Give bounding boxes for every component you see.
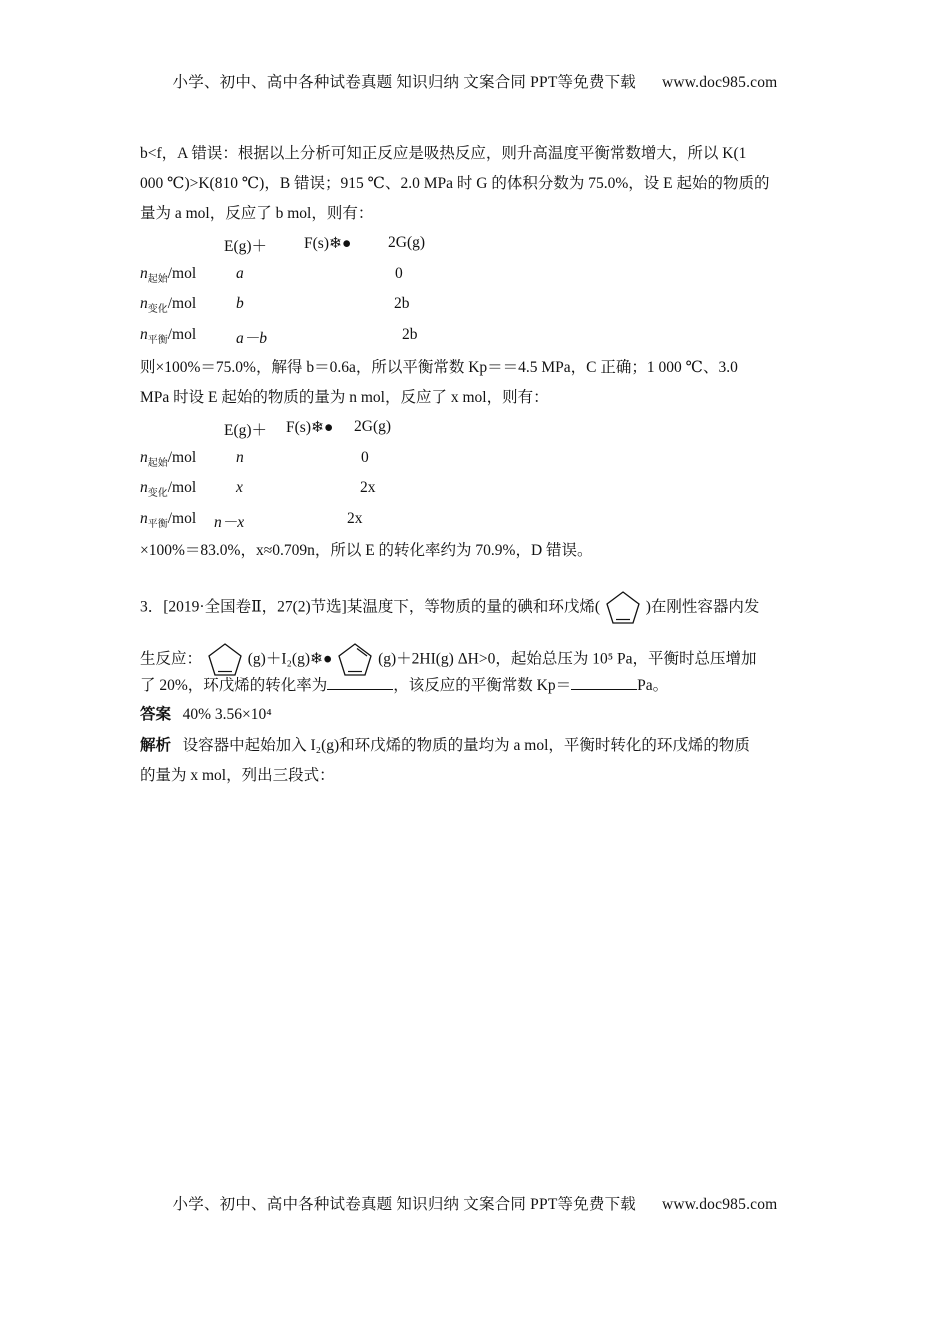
row-unit: /mol xyxy=(167,510,197,527)
q3-line1 xyxy=(140,590,759,614)
q3-line3 xyxy=(140,674,668,698)
q3-line3-start: 了 20%，环戊烯的转化率为 xyxy=(140,677,328,694)
answer-blank-1[interactable] xyxy=(327,675,393,690)
row-label: n xyxy=(140,449,148,466)
para2-line1: 则×100%＝75.0%，解得 b＝0.6a，所以平衡常数 Kp＝＝4.5 MPa，C 正确；1 000 ℃、3.0 xyxy=(140,359,738,376)
row-unit: /mol xyxy=(167,326,197,343)
row-sub: 起始 xyxy=(147,274,168,286)
para2-line2: MPa 时设 E 起始的物质的量为 n mol，反应了 x mol，则有： xyxy=(140,389,549,406)
footer-url[interactable]: www.doc985.com xyxy=(661,1196,778,1213)
footer-text: 小学、初中、高中各种试卷真题 知识归纳 文案合同 PPT等免费下载 xyxy=(172,1196,636,1213)
para3-line: ×100%＝83.0%，x≈0.709n，所以 E 的转化率约为 70.9%，D 错误。 xyxy=(140,542,593,559)
para1-line3: 量为 a mol，反应了 b mol，则有： xyxy=(140,205,374,222)
row-cell-g: 2x xyxy=(347,510,363,527)
row-label: n xyxy=(140,479,148,496)
q3-line2-start: 生反应： xyxy=(140,650,203,668)
page-footer xyxy=(0,1192,950,1214)
row-label: n xyxy=(140,265,148,282)
answer-text: 40% 3.56×10⁴ xyxy=(182,706,272,723)
answer-label: 答案 xyxy=(140,706,172,723)
row-unit: /mol xyxy=(167,295,197,312)
table1-reactant-e: E(g)＋ xyxy=(224,238,268,255)
analysis-text-1: 设容器中起始加入 I₂(g)和环戊烯的物质的量均为 a mol，平衡时转化的环戊烯的物质 xyxy=(182,737,750,754)
header-url[interactable]: www.doc985.com xyxy=(661,74,778,91)
row-sub: 平衡 xyxy=(147,519,168,531)
row-cell-e: a－b xyxy=(236,330,268,347)
row-unit: /mol xyxy=(167,479,197,496)
row-sub: 平衡 xyxy=(147,335,168,347)
row-label: n xyxy=(140,326,148,343)
q3-line2 xyxy=(140,642,757,666)
row-cell-g: 0 xyxy=(361,449,369,466)
q3-line2-end: (g)＋2HI(g) ΔH>0，起始总压为 10⁵ Pa，平衡时总压增加 xyxy=(378,650,757,668)
para1-line2: 000 ℃)>K(810 ℃)，B 错误；915 ℃、2.0 MPa 时 G 的体积分数为 75.0%，设 E 起始的物质的 xyxy=(140,175,770,192)
row-cell-e: b xyxy=(236,295,244,312)
table1-product-g: 2G(g) xyxy=(388,234,426,251)
q3-line3-end: Pa。 xyxy=(637,677,669,694)
header-text: 小学、初中、高中各种试卷真题 知识归纳 文案合同 PPT等免费下载 xyxy=(172,74,636,91)
row-unit: /mol xyxy=(167,265,197,282)
row-cell-e: n－x xyxy=(214,514,245,531)
row-cell-g: 2b xyxy=(402,326,418,343)
table2-reactant-f: F(s)❄● xyxy=(286,419,334,436)
table1-reactant-f: F(s)❄● xyxy=(304,235,352,252)
analysis-label: 解析 xyxy=(140,737,172,754)
cyclopentene-structure-icon xyxy=(206,642,244,678)
row-sub: 起始 xyxy=(147,458,168,470)
cyclopentene-structure-icon xyxy=(604,590,642,626)
q3-line1-end: )在刚性容器内发 xyxy=(645,598,760,616)
answer-blank-2[interactable] xyxy=(571,675,637,690)
q3-line1-start: 3．[2019·全国卷Ⅱ，27(2)节选]某温度下，等物质的量的碘和环戊烯( xyxy=(140,598,601,616)
para1-line1: b<f，A 错误：根据以上分析可知正反应是吸热反应，则升高温度平衡常数增大，所以 K(1 xyxy=(140,145,747,162)
cyclopentadiene-structure-icon xyxy=(336,642,374,678)
row-label: n xyxy=(140,295,148,312)
row-sub: 变化 xyxy=(147,488,168,500)
row-cell-g: 2b xyxy=(394,295,410,312)
row-cell-e: n xyxy=(236,449,244,466)
row-cell-e: x xyxy=(236,479,243,496)
row-cell-e: a xyxy=(236,265,244,282)
table2-reactant-e: E(g)＋ xyxy=(224,422,268,439)
row-cell-g: 0 xyxy=(395,265,403,282)
row-label: n xyxy=(140,510,148,527)
q3-line3-mid: ，该反应的平衡常数 Kp＝ xyxy=(393,677,572,694)
q3-line2-mid: (g)＋I₂(g)❄● xyxy=(247,650,333,668)
row-sub: 变化 xyxy=(147,304,168,316)
table2-product-g: 2G(g) xyxy=(354,418,392,435)
row-cell-g: 2x xyxy=(360,479,376,496)
analysis-line2: 的量为 x mol，列出三段式： xyxy=(140,767,335,784)
row-unit: /mol xyxy=(167,449,197,466)
answer-line xyxy=(140,703,272,727)
page-header xyxy=(0,70,950,92)
analysis-line1 xyxy=(140,734,750,758)
